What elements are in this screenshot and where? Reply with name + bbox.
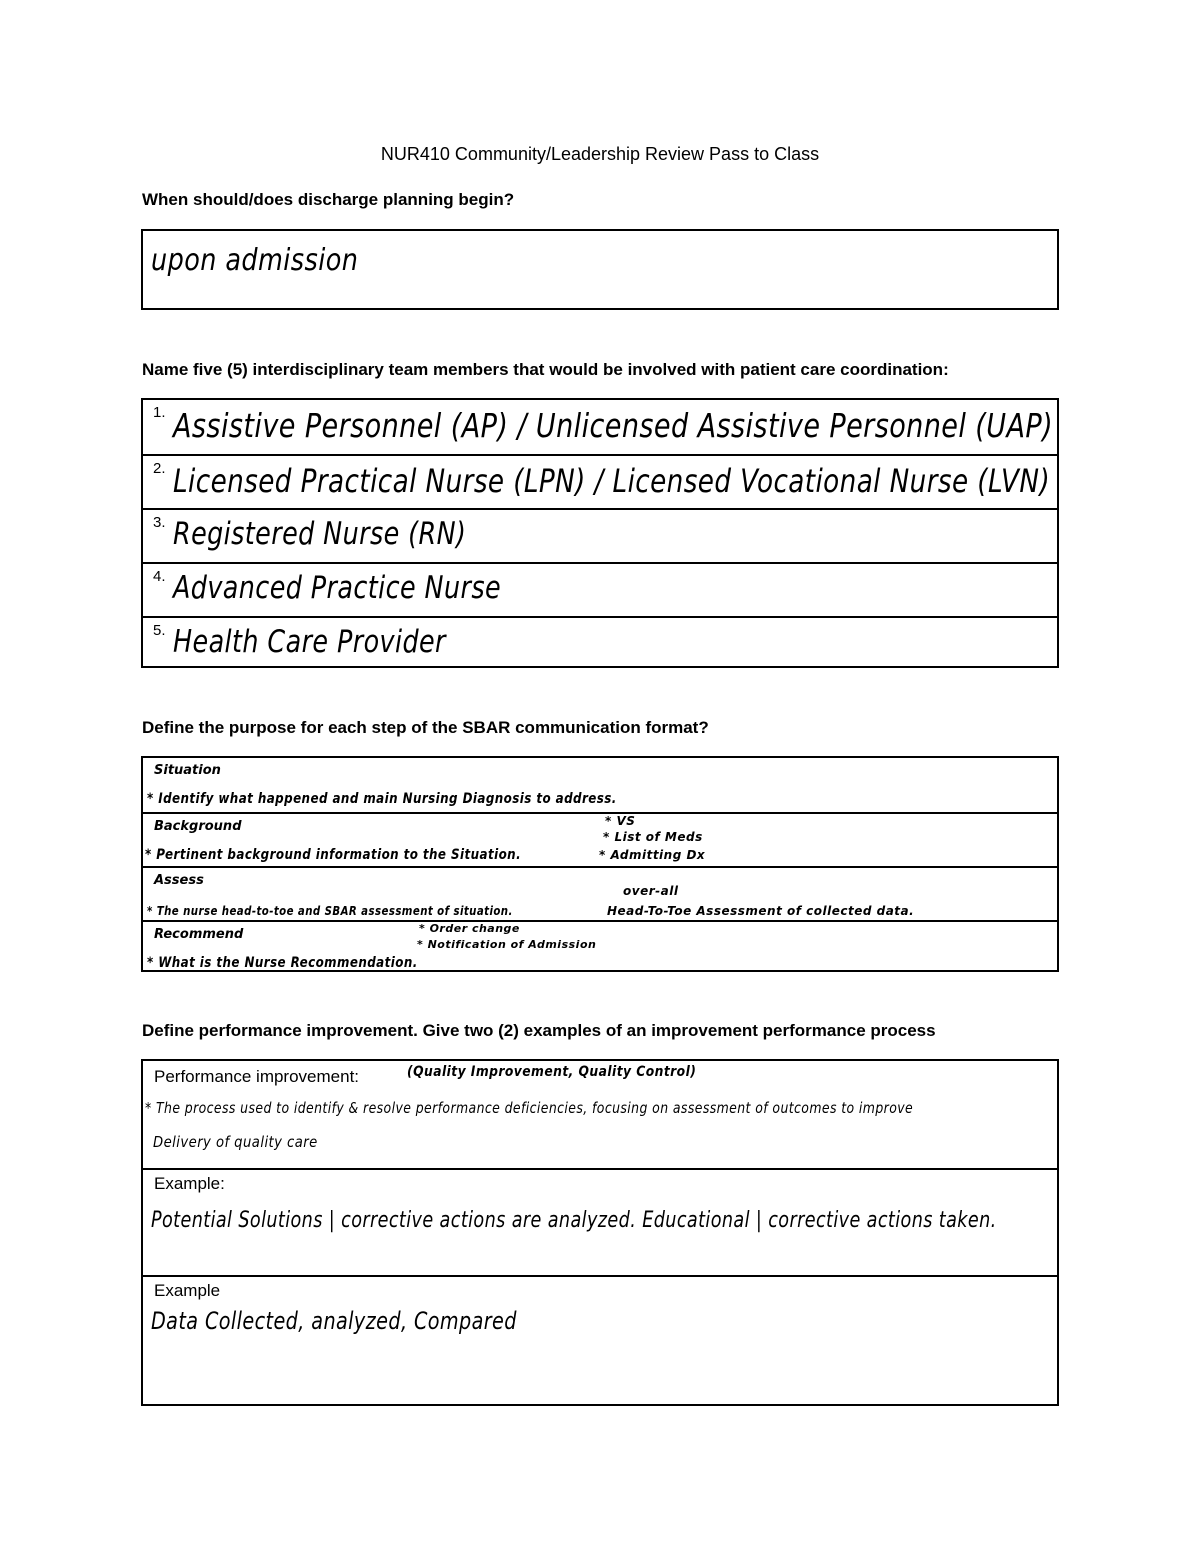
sbar-row-recommend[interactable]: [143, 920, 1057, 972]
team-member-row[interactable]: [143, 508, 1057, 562]
handwritten-note: (Quality Improvement, Quality Control): [407, 1064, 697, 1080]
handwritten-note: * Admitting Dx: [599, 848, 706, 862]
handwritten-answer: Assistive Personnel (AP) / Unlicensed Assistive Personnel (UAP): [173, 406, 1054, 445]
pi-label: Performance improvement:: [154, 1067, 360, 1086]
team-member-row[interactable]: [143, 562, 1057, 616]
performance-improvement-table: [141, 1059, 1059, 1406]
example-label: Example:: [154, 1174, 225, 1193]
handwritten-answer: * What is the Nurse Recommendation.: [147, 955, 418, 971]
handwritten-note: over-all: [623, 884, 679, 898]
team-member-row[interactable]: [143, 616, 1057, 668]
handwritten-answer: * The nurse head-to-toe and SBAR assessment of situation.: [147, 904, 513, 918]
handwritten-answer: upon admission: [151, 243, 359, 278]
question-sbar: Define the purpose for each step of the SBAR communication format?: [142, 718, 709, 737]
handwritten-answer: Advanced Practice Nurse: [173, 570, 502, 606]
handwritten-answer: Potential Solutions | corrective actions are analyzed. Educational | corrective actions taken.: [151, 1208, 997, 1233]
handwritten-note: * VS: [605, 814, 636, 828]
question-discharge-planning: When should/does discharge planning begin?: [142, 190, 515, 209]
row-number: 5.: [153, 622, 166, 639]
answer-box-discharge-planning[interactable]: [141, 229, 1059, 310]
page-title: NUR410 Community/Leadership Review Pass to Class: [380, 144, 820, 164]
sbar-row-background[interactable]: [143, 812, 1057, 866]
row-number: 4.: [153, 568, 166, 585]
sbar-table: [141, 756, 1059, 972]
question-team-members: Name five (5) interdisciplinary team members that would be involved with patient care coordination:: [142, 360, 949, 379]
handwritten-answer: Delivery of quality care: [153, 1133, 318, 1151]
sbar-label: Background: [154, 819, 242, 834]
example-label: Example: [154, 1281, 221, 1300]
example-row-2[interactable]: [143, 1275, 1057, 1406]
handwritten-answer: Licensed Practical Nurse (LPN) / Licensed Vocational Nurse (LVN): [173, 462, 1051, 500]
handwritten-note: * Order change: [419, 922, 520, 935]
sbar-row-assess[interactable]: [143, 866, 1057, 920]
sbar-row-situation[interactable]: [143, 758, 1057, 812]
handwritten-answer: * Pertinent background information to the Situation.: [145, 847, 522, 863]
row-number: 1.: [153, 404, 166, 421]
handwritten-answer: Registered Nurse (RN): [173, 516, 467, 552]
row-number: 2.: [153, 460, 166, 477]
row-number: 3.: [153, 514, 166, 531]
sbar-label: Recommend: [154, 927, 244, 942]
sbar-label: Situation: [154, 763, 221, 778]
handwritten-answer: Health Care Provider: [173, 624, 446, 660]
example-row-1[interactable]: [143, 1168, 1057, 1275]
team-member-row[interactable]: [143, 454, 1057, 508]
handwritten-answer: * The process used to identify & resolve performance deficiencies, focusing on assessment of outcomes to improve: [145, 1099, 914, 1117]
handwritten-answer: Data Collected, analyzed, Compared: [151, 1307, 517, 1335]
handwritten-note: * Notification of Admission: [417, 938, 597, 951]
sbar-label: Assess: [154, 873, 204, 888]
question-performance-improvement: Define performance improvement. Give two (2) examples of an improvement performance process: [142, 1021, 936, 1040]
team-member-row[interactable]: [143, 400, 1057, 454]
handwritten-answer: * Identify what happened and main Nursing Diagnosis to address.: [147, 791, 617, 807]
team-members-table: [141, 398, 1059, 668]
handwritten-note: Head-To-Toe Assessment of collected data.: [607, 904, 915, 918]
handwritten-note: * List of Meds: [603, 830, 703, 844]
pi-definition-row[interactable]: [143, 1061, 1057, 1168]
